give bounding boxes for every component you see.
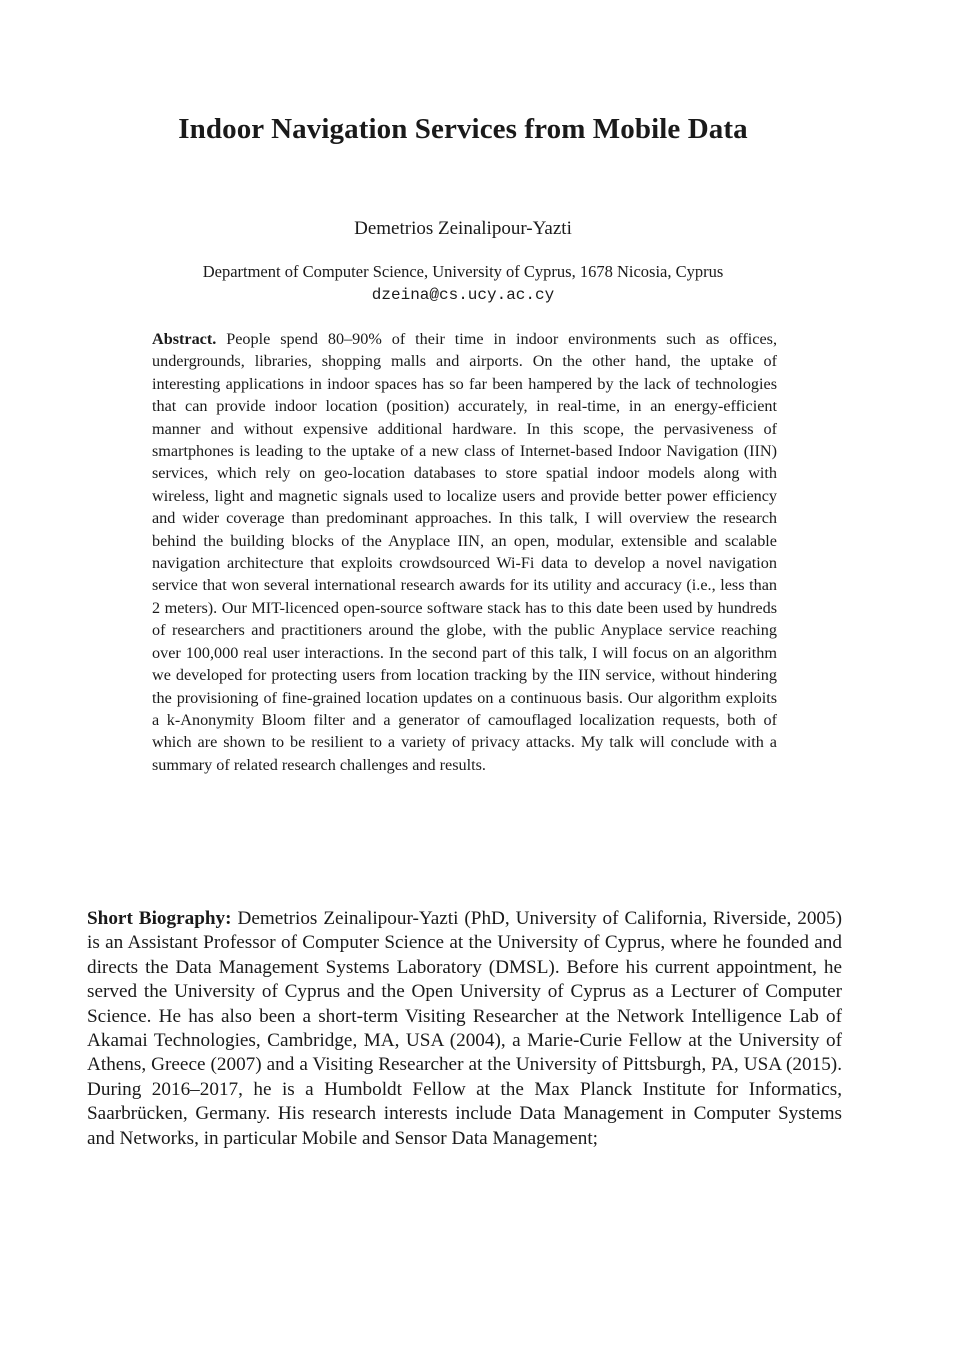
author-name: Demetrios Zeinalipour-Yazti [354, 218, 572, 239]
abstract-text: People spend 80–90% of their time in indoor environments such as offices, undergrounds, libraries, shopping malls and airports. On the other hand, the uptake of interesting applications in indoor spaces has so far been hampered by the lack of technologies that can provide indoor location (position) accurately, in real-time, in an energy-efficient manner and without expensive additional hardware. In this scope, the pervasiveness of smartphones is leading to the uptake of a new class of Internet-based Indoor Navigation (IIN) services, which rely on geo-location databases to store spatial indoor models along with wireless, light and magnetic signals used to localize users and provide better power efficiency and wider coverage than predominant approaches. In this talk, I will overview the research behind the building blocks of the Anyplace IIN, an open, modular, extensible and scalable navigation architecture that exploits crowdsourced Wi-Fi data to develop a novel navigation service that won several international research awards for its utility and accuracy (i.e., less than 2 meters). Our MIT-licenced open-source software stack has to this date been used by hundreds of researchers and practitioners around the globe, with the public Anyplace service reaching over 100,000 real user interactions. In the second part of this talk, I will focus on an algorithm we developed for protecting users from location tracking by the IIN service, without hindering the provisioning of fine-grained location updates on a continuous basis. Our algorithm exploits a k-Anonymity Bloom filter and a generator of camouflaged localization requests, both of which are shown to be resilient to a variety of privacy attacks. My talk will conclude with a summary of related research challenges and results. [152, 330, 778, 774]
biography-label: Short Biography: [87, 908, 232, 929]
biography-paragraph [87, 907, 842, 1151]
author-email: dzeina@cs.ucy.ac.cy [371, 286, 555, 304]
abstract-label: Abstract. [152, 330, 217, 348]
abstract-paragraph [152, 328, 777, 776]
paper-title: Indoor Navigation Services from Mobile Data [178, 113, 748, 145]
biography-text: Demetrios Zeinalipour-Yazti (PhD, University of California, Riverside, 2005) is an Assistant Professor of Computer Science at the University of Cyprus, where he founded and directs the Data Management Systems Laboratory (DMSL). Before his current appointment, he served the University of Cyprus and the Open University of Cyprus as a Lecturer of Computer Science. He has also been a short-term Visiting Researcher at the Network Intelligence Lab of Akamai Technologies, Cambridge, MA, USA (2004), a Marie-Curie Fellow at the University of Athens, Greece (2007) and a Visiting Researcher at the University of Pittsburgh, PA, USA (2015). During 2016–2017, he is a Humboldt Fellow at the Max Planck Institute for Informatics, Saarbrücken, Germany. His research interests include Data Management in Computer Systems and Networks, in particular Mobile and Sensor Data Management; [87, 908, 842, 1149]
author-affiliation: Department of Computer Science, University of Cyprus, 1678 Nicosia, Cyprus [202, 262, 724, 281]
